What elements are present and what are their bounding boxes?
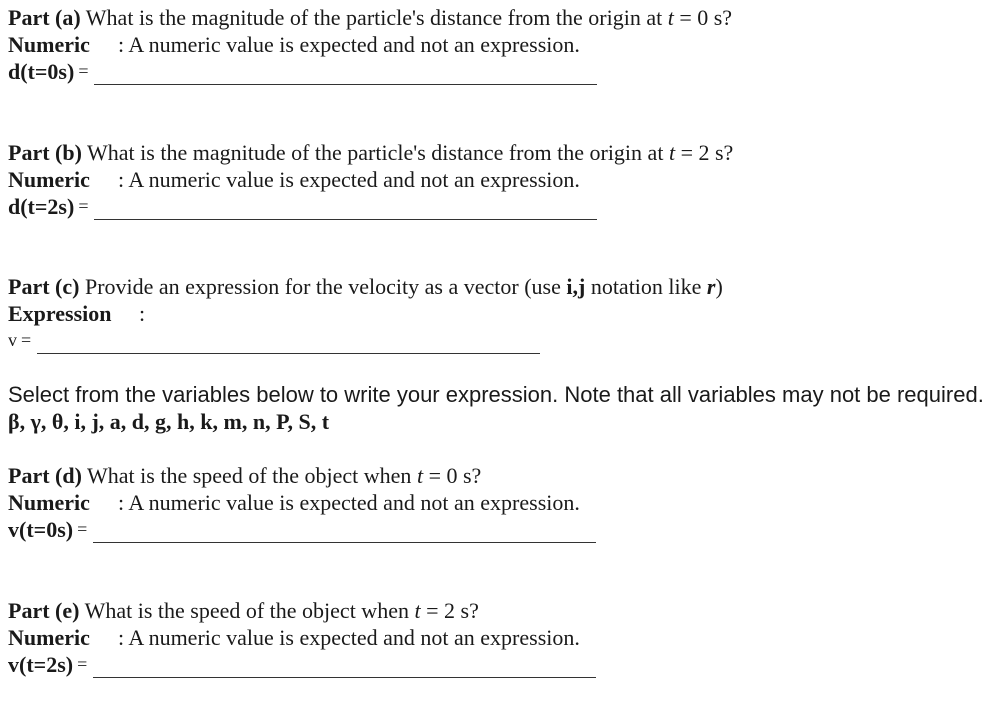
part-c-question-mid: notation like — [590, 274, 702, 299]
part-c-answer-label: v — [8, 330, 17, 350]
part-c-answer-input[interactable] — [37, 332, 540, 354]
part-d-equals: = — [77, 519, 88, 539]
part-c-type — [8, 300, 993, 327]
part-b-type — [8, 166, 993, 193]
part-e-type — [8, 624, 993, 651]
part-c — [8, 273, 993, 354]
part-d-time-value: = 0 s? — [428, 463, 482, 488]
part-e-equals: = — [77, 654, 88, 674]
variables-prompt: Select from the variables below to write your expression. Note that all variables may not be required. — [8, 382, 984, 407]
part-e-question-text: What is the speed of the object when — [84, 598, 409, 623]
part-b-question — [8, 139, 993, 166]
part-d-type — [8, 489, 993, 516]
part-c-type-desc: : — [139, 301, 146, 326]
part-b-type-label: Numeric — [8, 167, 90, 192]
part-e-type-label: Numeric — [8, 625, 90, 650]
part-a-type-label: Numeric — [8, 32, 90, 57]
part-a-equals: = — [78, 61, 89, 81]
part-d-time-var: t — [416, 463, 424, 488]
part-a-time-value: = 0 s? — [679, 5, 733, 30]
part-e-label: Part (e) — [8, 598, 80, 623]
part-a-label: Part (a) — [8, 5, 81, 30]
variables-section — [8, 381, 993, 435]
part-c-label: Part (c) — [8, 274, 80, 299]
part-e-type-desc: : A numeric value is expected and not an expression. — [118, 625, 580, 650]
part-d-question — [8, 462, 993, 489]
part-c-question — [8, 273, 993, 300]
part-b-time-var: t — [668, 140, 676, 165]
part-a-answer-row — [8, 58, 993, 85]
variables-list: β, γ, θ, i, j, a, d, g, h, k, m, n, P, S, t — [8, 409, 330, 434]
part-d-answer-row — [8, 516, 993, 543]
part-b-answer-row — [8, 193, 993, 220]
part-b-equals: = — [78, 196, 89, 216]
part-d-type-desc: : A numeric value is expected and not an expression. — [118, 490, 580, 515]
part-a-question — [8, 4, 993, 31]
part-b-question-text: What is the magnitude of the particle's distance from the origin at — [87, 140, 664, 165]
part-c-equals: = — [21, 330, 32, 350]
part-a-type-desc: : A numeric value is expected and not an expression. — [118, 32, 580, 57]
part-b — [8, 139, 993, 220]
part-a-time-var: t — [667, 5, 674, 30]
part-b-type-desc: : A numeric value is expected and not an expression. — [118, 167, 580, 192]
part-a-answer-input[interactable] — [94, 63, 597, 85]
part-a-type — [8, 31, 993, 58]
part-a-answer-label: d(t=0s) — [8, 59, 75, 84]
part-d-type-label: Numeric — [8, 490, 90, 515]
part-e-question — [8, 597, 993, 624]
part-d-answer-input[interactable] — [93, 521, 596, 543]
part-e-time-var: t — [414, 598, 421, 623]
part-d-label: Part (d) — [8, 463, 82, 488]
part-b-answer-input[interactable] — [94, 198, 597, 220]
part-a-question-text: What is the magnitude of the particle's distance from the origin at — [85, 5, 663, 30]
part-e — [8, 597, 993, 678]
part-e-answer-input[interactable] — [93, 656, 596, 678]
part-c-question-text: Provide an expression for the velocity as a vector (use — [84, 274, 561, 299]
part-b-answer-label: d(t=2s) — [8, 194, 75, 219]
part-a — [8, 4, 993, 85]
part-c-ij-notation: i,j — [566, 274, 586, 299]
part-d-question-text: What is the speed of the object when — [87, 463, 412, 488]
part-b-label: Part (b) — [8, 140, 82, 165]
part-e-answer-label: v(t=2s) — [8, 652, 74, 677]
part-c-r-var: r — [706, 274, 716, 299]
part-c-question-end: ) — [715, 274, 723, 299]
part-b-time-value: = 2 s? — [680, 140, 734, 165]
part-d-answer-label: v(t=0s) — [8, 517, 74, 542]
part-e-answer-row — [8, 651, 993, 678]
part-d — [8, 462, 993, 543]
part-c-type-label: Expression — [8, 301, 112, 326]
part-e-time-value: = 2 s? — [426, 598, 479, 623]
part-c-answer-row — [8, 327, 993, 354]
